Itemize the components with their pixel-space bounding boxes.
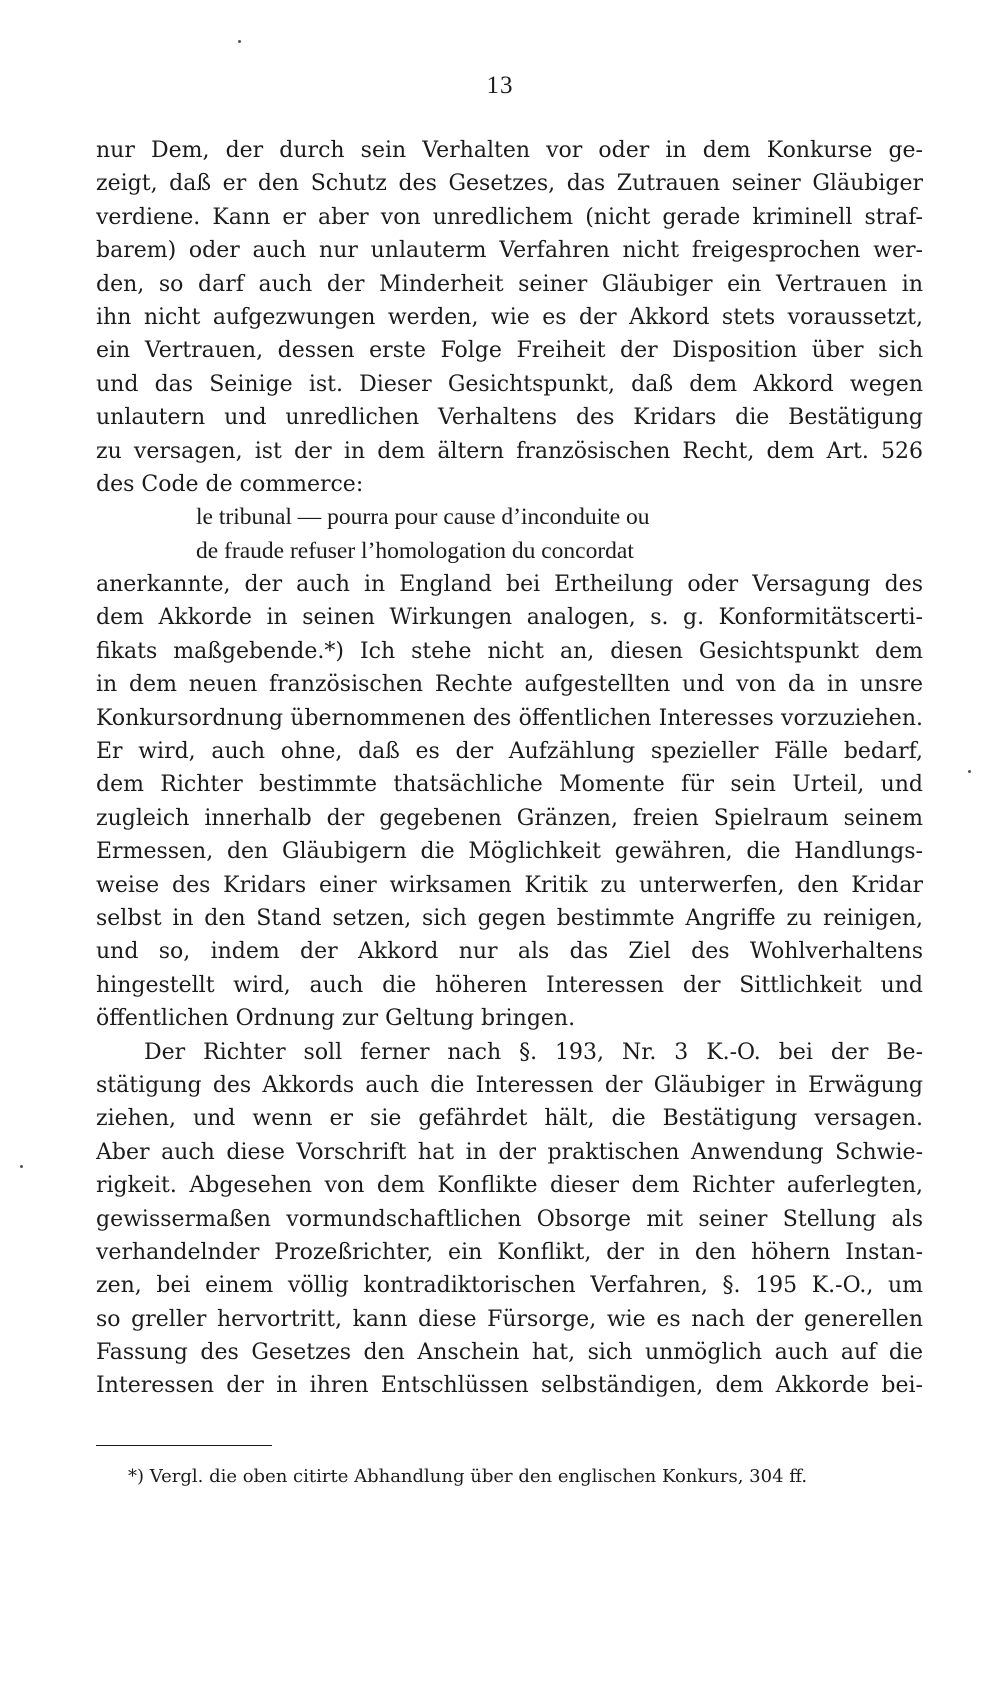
text-line: verdiene. Kann er aber von unredlichem (nicht gerade kriminell straf-	[96, 204, 923, 230]
text-line: Interessen der in ihren Entschlüssen selbständigen, dem Akkorde bei-	[96, 1373, 923, 1399]
page-number: 13	[486, 72, 514, 99]
text-line: und das Seinige ist. Dieser Gesichtspunkt, daß dem Akkord wegen	[96, 371, 923, 397]
text-line: barem) oder auch nur unlauterm Verfahren nicht freigesprochen wer-	[96, 238, 923, 264]
text-line: nur Dem, der durch sein Verhalten vor oder in dem Konkurse ge-	[96, 138, 923, 163]
text-line: des Code de commerce:	[96, 471, 364, 497]
text-line: so greller hervortritt, kann diese Fürsorge, wie es nach der generellen	[96, 1306, 923, 1332]
text-line: weise des Kridars einer wirksamen Kritik zu unterwerfen, den Kridar	[96, 872, 923, 898]
text-line: den, so darf auch der Minderheit seiner Gläubiger ein Vertrauen in	[96, 271, 923, 297]
text-line: dem Richter bestimmte thatsächliche Momente für sein Urteil, und	[96, 772, 923, 798]
text-line: hingestellt wird, auch die höheren Interessen der Sittlichkeit und	[96, 972, 923, 998]
text-line: selbst in den Stand setzen, sich gegen bestimmte Angriffe zu reinigen,	[96, 905, 923, 931]
body-text	[96, 134, 923, 1403]
text-line: Aber auch diese Vorschrift hat in der praktischen Anwendung Schwie-	[96, 1139, 923, 1165]
scan-speck	[20, 1165, 23, 1168]
text-line: dem Akkorde in seinen Wirkungen analogen, s. g. Konformitätscerti-	[96, 605, 923, 631]
text-line: Fassung des Gesetzes den Anschein hat, sich unmöglich auch auf die	[96, 1340, 923, 1366]
text-line: ihn nicht aufgezwungen werden, wie es der Akkord stets voraussetzt,	[96, 304, 923, 330]
text-line: Er wird, auch ohne, daß es der Aufzählung spezieller Fälle bedarf,	[96, 739, 923, 765]
scan-speck	[968, 770, 971, 773]
text-line: gewissermaßen vormundschaftlichen Obsorge mit seiner Stellung als	[96, 1206, 923, 1232]
text-line: in dem neuen französischen Rechte aufgestellten und von da in unsre	[96, 672, 923, 698]
text-line: fikats maßgebende.*) Ich stehe nicht an, diesen Gesichtspunkt dem	[96, 638, 923, 664]
scan-speck	[238, 40, 241, 43]
footnote-rule	[96, 1445, 272, 1446]
text-line: verhandelnder Prozeßrichter, ein Konflikt, der in den höhern Instan-	[96, 1239, 923, 1265]
footnote: *) Vergl. die oben citirte Abhandlung über den englischen Konkurs, 304 ff.	[128, 1466, 808, 1487]
text-line: de fraude refuser l’homologation du concordat	[196, 537, 634, 564]
text-line: zugleich innerhalb der gegebenen Gränzen, freien Spielraum seinem	[96, 805, 923, 831]
text-line: anerkannte, der auch in England bei Ertheilung oder Versagung des	[96, 572, 923, 598]
text-line: unlautern und unredlichen Verhaltens des Kridars die Bestätigung	[96, 405, 923, 431]
text-line: stätigung des Akkords auch die Interessen der Gläubiger in Erwägung	[96, 1072, 923, 1098]
text-line: ein Vertrauen, dessen erste Folge Freiheit der Disposition über sich	[96, 338, 923, 364]
text-line: zen, bei einem völlig kontradiktorischen Verfahren, §. 195 K.-O., um	[96, 1273, 923, 1299]
text-line: und so, indem der Akkord nur als das Ziel des Wohlverhaltens	[96, 939, 923, 965]
text-line: zeigt, daß er den Schutz des Gesetzes, das Zutrauen seiner Gläubiger	[96, 171, 923, 197]
text-line: zu versagen, ist der in dem ältern französischen Recht, dem Art. 526	[96, 438, 923, 464]
text-line: Ermessen, den Gläubigern die Möglichkeit gewähren, die Handlungs-	[96, 839, 923, 865]
text-line: ziehen, und wenn er sie gefährdet hält, die Bestätigung versagen.	[96, 1106, 923, 1132]
text-line: le tribunal — pourra pour cause d’inconduite ou	[196, 504, 650, 531]
text-line: Der Richter soll ferner nach §. 193, Nr. 3 K.-O. bei der Be-	[144, 1039, 923, 1065]
text-line: öffentlichen Ordnung zur Geltung bringen.	[96, 1006, 576, 1032]
text-line: rigkeit. Abgesehen von dem Konflikte dieser dem Richter auferlegten,	[96, 1173, 923, 1199]
text-line: Konkursordnung übernommenen des öffentlichen Interesses vorzuziehen.	[96, 705, 923, 731]
